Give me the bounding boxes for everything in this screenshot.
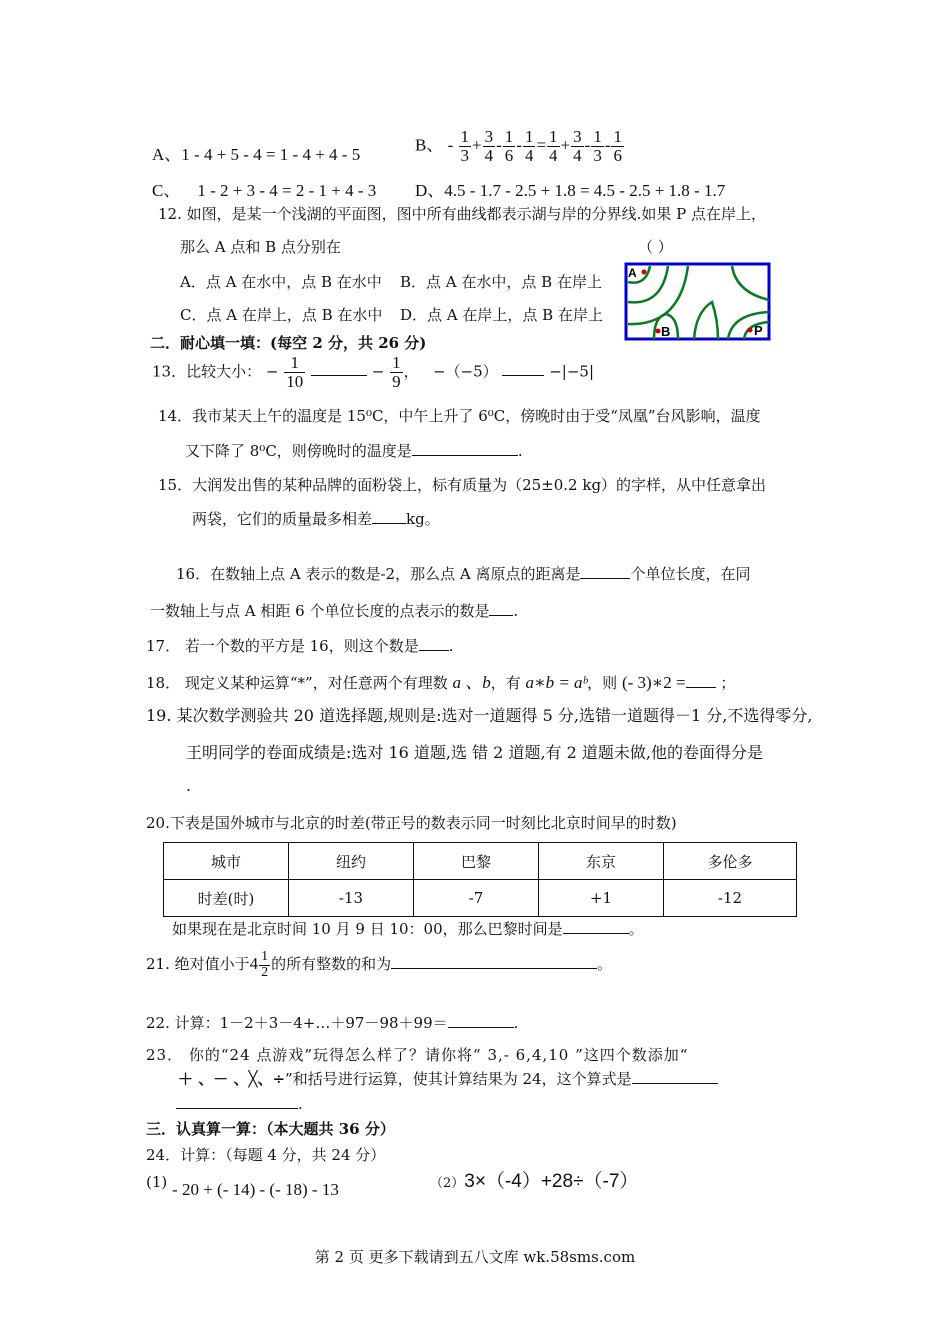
q18-definition: a∗b = aᵇ xyxy=(525,673,588,692)
q14-period: . xyxy=(517,442,523,460)
q16-line1-text: 16．在数轴上点 A 表示的数是-2，那么点 A 离原点的距离是 xyxy=(176,565,581,583)
q13-prefix: 13．比较大小： xyxy=(152,362,262,381)
q19-line2: 王明同学的卷面成绩是:选对 16 道题,选 错 2 道题,有 2 道题未做,他的卷面得分是 xyxy=(186,743,763,762)
q21-whole: 4 xyxy=(249,954,259,974)
q14-line2 xyxy=(185,440,523,461)
table-header-cell: 城市 xyxy=(164,843,289,880)
q11-d-expr: 4.5 - 1.7 - 2.5 + 1.8 = 4.5 - 2.5 + 1.8 - 1.7 xyxy=(444,181,726,200)
q11-b-op: + xyxy=(560,135,571,155)
q15-line2-text: 两袋，它们的质量最多相差 xyxy=(192,510,373,528)
q11-b-frac5: $\frac{1}{4}$ xyxy=(549,127,558,165)
fig-label-b: B xyxy=(661,324,671,339)
q18-end: ； xyxy=(720,674,736,692)
q13-comma: ， xyxy=(403,362,419,381)
q21-frac: $\frac{1}{2}$ xyxy=(261,949,269,980)
q12-option-b: B．点 A 在水中，点 B 在岸上 xyxy=(400,273,602,291)
q11-c-expr: 1 - 2 + 3 - 4 = 2 - 1 + 4 - 3 xyxy=(197,181,377,200)
q11-b-op: - xyxy=(604,135,611,155)
q23-operators: ＋ 、－ 、╳、÷ xyxy=(178,1070,286,1088)
q13-frac2: $\frac{1}{9}$ xyxy=(392,353,401,391)
q11-b-frac7: $\frac{1}{3}$ xyxy=(593,127,602,165)
point-b-dot xyxy=(656,329,661,334)
q14-line2-text: 又下降了 8⁰C，则傍晚时的温度是 xyxy=(185,442,412,460)
q11-option-b xyxy=(415,128,625,165)
q24-p1-expr: - 20 + (- 14) - (- 18) - 13 xyxy=(172,1180,339,1199)
q11-b-op: - xyxy=(516,135,522,155)
q22 xyxy=(146,1012,518,1033)
q23-line2 xyxy=(178,1068,718,1089)
section2-heading: 二．耐心填一填：(每空 2 分，共 26 分) xyxy=(150,334,427,352)
q18-then: ，则 xyxy=(587,674,618,692)
q21-blank[interactable] xyxy=(391,954,597,969)
section3-heading: 三．认真算一算：（本大题共 36 分） xyxy=(146,1120,395,1138)
q11-d-label: D、 xyxy=(415,181,445,200)
q13-frac1: $\frac{1}{10}$ xyxy=(286,353,304,391)
q17-text: 17． 若一个数的平方是 16，则这个数是 xyxy=(146,637,419,655)
table-header-row xyxy=(164,843,797,880)
table-cell: -7 xyxy=(414,880,539,917)
q11-b-eq: = xyxy=(536,135,547,155)
table-cell: -12 xyxy=(664,880,797,917)
q18-vars: a 、b xyxy=(452,673,491,692)
table-cell: -13 xyxy=(289,880,414,917)
q11-b-frac1: $\frac{1}{3}$ xyxy=(460,127,470,165)
q11-b-op: - xyxy=(496,135,502,155)
q11-b-frac4: $\frac{1}{4}$ xyxy=(524,127,534,165)
q16-line2-text: 一数轴上与点 A 相距 6 个单位长度的点表示的数是 xyxy=(150,602,490,620)
lake-figure xyxy=(624,262,772,342)
q21-end: 。 xyxy=(597,955,613,974)
q18 xyxy=(146,668,735,693)
q24-p2-expr: 3×（-4）+28÷（-7） xyxy=(464,1171,639,1192)
q23-line3 xyxy=(176,1094,303,1113)
q12-option-c: C．点 A 在岸上，点 B 在水中 xyxy=(180,306,383,324)
q24-title: 24．计算：（每题 4 分，共 24 分） xyxy=(146,1146,386,1164)
q11-b-frac2: $\frac{3}{4}$ xyxy=(484,127,494,165)
table-row xyxy=(164,880,797,917)
q20-after-text: 如果现在是北京时间 10 月 9 日 10：00，那么巴黎时间是 xyxy=(172,920,563,938)
q11-b-label: B、 xyxy=(415,135,444,155)
q11-b-op: - xyxy=(584,135,591,155)
q16-blank1[interactable] xyxy=(580,564,630,579)
q15-blank[interactable] xyxy=(372,509,406,524)
q12-line2: 那么 A 点和 B 点分别在 xyxy=(180,238,341,256)
table-header-cell: 巴黎 xyxy=(414,843,539,880)
q13-blank2[interactable] xyxy=(502,361,544,376)
q24-part2 xyxy=(430,1166,638,1193)
q23-line1: 23． 你的“24 点游戏”玩得怎么样了？请你将“ 3,- 6,4,10 ”这四个数添加“ xyxy=(146,1046,689,1064)
q23-period: . xyxy=(298,1095,303,1113)
q13-neg2: − xyxy=(371,362,385,381)
q12-option-d: D．点 A 在岸上，点 B 在岸上 xyxy=(400,306,603,324)
q20-after xyxy=(172,918,644,939)
q14-blank[interactable] xyxy=(412,441,518,456)
q21-tail: 的所有整数的和为 xyxy=(271,955,392,974)
q12-line1: 12. 如图，是某一个浅湖的平面图，图中所有曲线都表示湖与岸的分界线.如果 P 点在岸上， xyxy=(158,205,767,223)
q22-text: 22. 计算：1－2＋3－4+…＋97－98＋99＝ xyxy=(146,1014,448,1032)
q11-b-sign: - xyxy=(447,135,454,155)
q11-c-label: C、 xyxy=(152,181,181,200)
q16-line2 xyxy=(150,600,518,621)
q23-line2-text: ”和括号进行运算，使其计算结果为 24，这个算式是 xyxy=(285,1070,632,1088)
q22-period: . xyxy=(513,1014,519,1032)
q23-blank1[interactable] xyxy=(632,1069,718,1084)
q12-option-a: A．点 A 在水中，点 B 在水中 xyxy=(180,273,382,291)
table-header-cell: 东京 xyxy=(539,843,664,880)
q11-b-frac8: $\frac{1}{6}$ xyxy=(613,127,622,165)
q16-line1 xyxy=(176,563,750,584)
q20-after-end: 。 xyxy=(628,920,644,938)
q12-paren: （ ） xyxy=(638,238,673,256)
q19-line1: 19. 某次数学测验共 20 道选择题,规则是:选对一道题得 5 分,选错一道题得－1 分,不选得零分, xyxy=(146,706,813,725)
q19-line3: . xyxy=(186,776,192,795)
q11-b-frac6: $\frac{3}{4}$ xyxy=(573,127,582,165)
q13-neg1: − xyxy=(265,362,279,381)
q20-intro: 20.下表是国外城市与北京的时差(带正号的数表示同一时刻比北京时间早的时数) xyxy=(146,814,677,832)
q11-b-frac3: $\frac{1}{6}$ xyxy=(504,127,514,165)
q13-blank1[interactable] xyxy=(311,361,367,376)
q11-a-expr: 1 - 4 + 5 - 4 = 1 - 4 + 4 - 5 xyxy=(181,145,361,164)
table-header-cell: 多伦多 xyxy=(664,843,797,880)
q11-b-op: + xyxy=(472,135,482,155)
q15-unit: kg。 xyxy=(406,510,440,528)
q13-part3: −|−5| xyxy=(549,362,595,381)
table-cell: +1 xyxy=(539,880,664,917)
point-p-dot xyxy=(748,328,753,333)
q16-period: . xyxy=(513,602,519,620)
q24-part1 xyxy=(146,1172,339,1199)
point-a-dot xyxy=(642,270,647,275)
q24-p1-label: (1) xyxy=(146,1173,168,1191)
q15-line1: 15．大润发出售的某种品牌的面粉袋上，标有质量为（25±0.2 kg）的字样，从中任意拿出 xyxy=(158,476,767,494)
q15-line2 xyxy=(192,508,440,529)
q14-line1: 14．我市某天上午的温度是 15⁰C，中午上升了 6⁰C，傍晚时由于受“凤凰”台风影响，温度 xyxy=(158,407,761,425)
q17 xyxy=(146,635,454,656)
q18-blank[interactable] xyxy=(686,673,716,688)
q16-line1-tail: 个单位长度，在同 xyxy=(630,565,751,583)
page-footer: 第 2 页 更多下载请到五八文库 wk.58sms.com xyxy=(314,1248,636,1266)
q11-option-d xyxy=(415,176,725,201)
q16-blank2[interactable] xyxy=(489,601,513,616)
q13 xyxy=(152,354,594,391)
time-difference-table xyxy=(163,842,797,917)
table-header-cell: 纽约 xyxy=(289,843,414,880)
q23-blank2[interactable] xyxy=(176,1094,298,1109)
q17-blank[interactable] xyxy=(419,636,449,651)
q22-blank[interactable] xyxy=(448,1013,514,1028)
q11-a-label: A、 xyxy=(152,145,182,164)
q20-blank[interactable] xyxy=(563,919,629,934)
q18-expr: (- 3)∗2 = xyxy=(621,673,686,692)
q21-text: 21. 绝对值小于 xyxy=(146,955,250,974)
q18-mid: ，有 xyxy=(490,674,521,692)
q11-option-a xyxy=(152,140,360,165)
q11-option-c xyxy=(152,176,376,201)
table-cell: 时差(时) xyxy=(164,880,289,917)
fig-label-p: P xyxy=(754,323,763,338)
q13-part2: −（−5） xyxy=(432,362,498,381)
fig-label-a: A xyxy=(628,266,637,280)
q18-text: 18． 现定义某种运算“*”，对任意两个有理数 xyxy=(146,674,448,692)
q21 xyxy=(146,950,612,980)
q17-period: . xyxy=(448,637,454,655)
q24-p2-label: （2） xyxy=(430,1176,465,1191)
